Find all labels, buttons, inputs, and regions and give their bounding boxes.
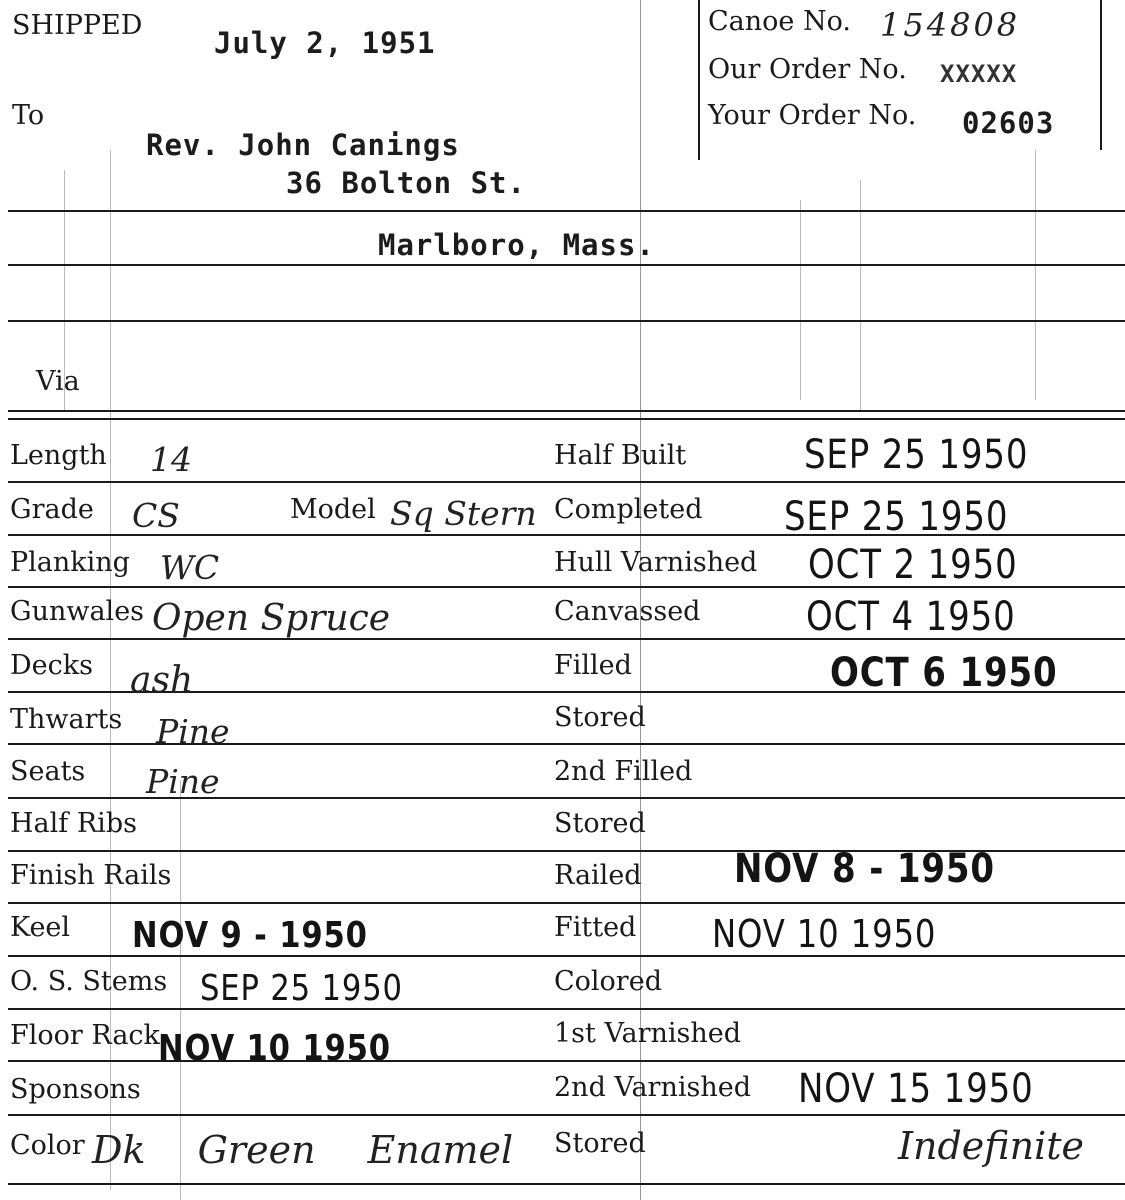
half-ribs-label: Half Ribs [10, 808, 137, 839]
os-stems-value: SEP 25 1950 [200, 968, 403, 1009]
fitted-value: NOV 10 1950 [712, 912, 937, 956]
floor-rack-label: Floor Rack [10, 1020, 160, 1051]
sponsons-label: Sponsons [10, 1074, 141, 1105]
stored-label-3: Stored [554, 1128, 646, 1159]
railed-label: Railed [554, 860, 642, 891]
railed-value: NOV 8 - 1950 [734, 846, 995, 892]
grade-label: Grade [10, 494, 94, 525]
planking-label: Planking [10, 547, 130, 578]
completed-value: SEP 25 1950 [784, 494, 1009, 540]
color-value: Dk Green Enamel [92, 1128, 514, 1172]
keel-value: NOV 9 - 1950 [132, 915, 368, 956]
stored-3-value: Indefinite [898, 1124, 1085, 1168]
half-built-value: SEP 25 1950 [804, 432, 1029, 478]
finish-rails-label: Finish Rails [10, 860, 172, 891]
color-label: Color [10, 1130, 85, 1161]
grade-value: CS [132, 496, 180, 535]
shipped-date: July 2, 1951 [214, 26, 436, 60]
second-varnished-value: NOV 15 1950 [798, 1066, 1034, 1112]
thwarts-label: Thwarts [10, 704, 123, 735]
completed-label: Completed [554, 494, 703, 525]
address-line-1: Rev. John Canings [146, 128, 460, 162]
canvassed-label: Canvassed [554, 596, 701, 627]
seats-value: Pine [146, 762, 220, 801]
model-value: Sq Stern [390, 494, 537, 533]
your-order-label: Your Order No. [708, 100, 917, 131]
half-built-label: Half Built [554, 440, 687, 471]
filled-value: OCT 6 1950 [830, 650, 1058, 696]
seats-label: Seats [10, 756, 86, 787]
first-varnished-label: 1st Varnished [554, 1018, 742, 1049]
colored-label: Colored [554, 966, 662, 997]
canoe-no-label: Canoe No. [708, 6, 851, 37]
gunwales-label: Gunwales [10, 596, 145, 627]
via-label: Via [36, 366, 80, 397]
decks-value: ash [130, 660, 194, 701]
filled-label: Filled [554, 650, 632, 681]
second-varnished-label: 2nd Varnished [554, 1072, 751, 1103]
length-label: Length [10, 440, 107, 471]
hull-varnished-value: OCT 2 1950 [808, 542, 1018, 588]
os-stems-label: O. S. Stems [10, 966, 168, 997]
stored-label-2: Stored [554, 808, 646, 839]
address-line-3: Marlboro, Mass. [378, 228, 655, 262]
hull-varnished-label: Hull Varnished [554, 547, 758, 578]
second-filled-label: 2nd Filled [554, 756, 693, 787]
decks-label: Decks [10, 650, 93, 681]
thwarts-value: Pine [156, 712, 230, 751]
model-label: Model [290, 494, 376, 525]
gunwales-value: Open Spruce [152, 598, 391, 639]
shipped-label: SHIPPED [12, 10, 143, 41]
floor-rack-value: NOV 10 1950 [158, 1028, 391, 1069]
canoe-no-value: 154808 [880, 6, 1021, 44]
our-order-value: XXXXX [940, 60, 1018, 88]
to-label: To [12, 100, 45, 131]
stored-label-1: Stored [554, 702, 646, 733]
our-order-label: Our Order No. [708, 54, 907, 85]
length-value: 14 [150, 440, 192, 479]
planking-value: WC [160, 548, 220, 587]
canvassed-value: OCT 4 1950 [806, 594, 1016, 640]
fitted-label: Fitted [554, 912, 637, 943]
your-order-value: 02603 [962, 106, 1055, 140]
address-line-2: 36 Bolton St. [286, 166, 526, 200]
keel-label: Keel [10, 912, 71, 943]
